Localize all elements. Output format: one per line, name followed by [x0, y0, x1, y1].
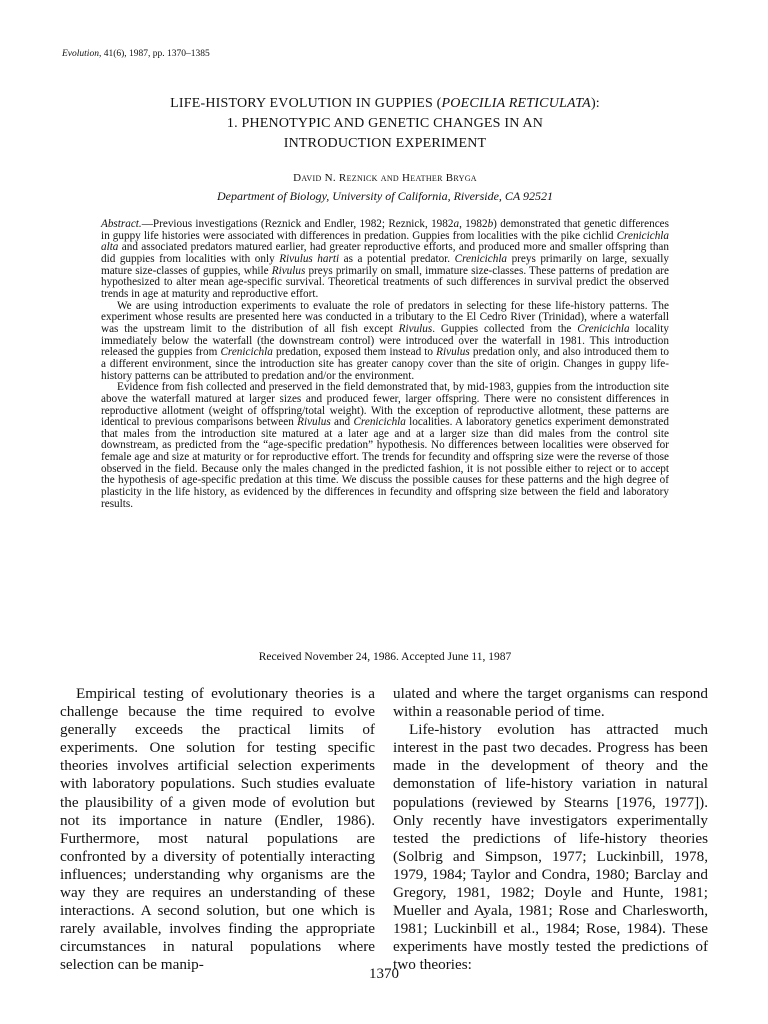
- body-paragraph: Life-history evolution has attracted much interest in the past two decades. Progress has been made in the development of theory and the demonstation of life-history variation in natural populations (reviewed by Stearns [1976, 1977]). Only recently have investigators experimentally tested the predictions of life-history theories (Solbrig and Simpson, 1977; Luckinbill, 1978, 1979, 1984; Taylor and Condra, 1980; Barclay and Gregory, 1981, 1982; Doyle and Hunte, 1981; Mueller and Ayala, 1981; Rose and Charlesworth, 1981; Luckinbill et al., 1984; Rose, 1984). These experiments have mostly tested the predictions of two theories:: [393, 721, 708, 974]
- body-column-left: [60, 685, 375, 975]
- article-title: [60, 94, 710, 154]
- abstract-paragraph-3: Evidence from fish collected and preserved in the field demonstrated that, by mid-1983, guppies from the introduction site above the waterfall matured at larger sizes and produced fewer, larger offspring. There were no consistent differences in reproductive allotment (weight of offspring/total weight). With the exception of reproductive allotment, these patterns are identical to previous comparisons between Rivulus and Crenicichla localities. A laboratory genetics experiment demonstrated that males from the introduction site matured at a later age and at a larger size than did males from the control site downstream, as predicted from the “age-specific predation” hypothesis. No differences between localities were observed for female age and size at maturity or for reproductive effort. The trends for fecundity and offspring size were the reverse of those observed in the field. Because only the males changed in the predicted fashion, it is not possible either to reject or to accept the hypothesis of age-specific predation at this time. We discuss the possible causes for these patterns and the high degree of plasticity in the life history, as evidenced by the differences in fecundity and offspring size between the field and laboratory results.: [101, 381, 669, 510]
- body-column-right: [393, 685, 708, 975]
- abstract-paragraph-2: We are using introduction experiments to evaluate the role of predators in selecting for these life-history patterns. The experiment whose results are presented here was conducted in a tributary to the El Cedro River (Trinidad), where a waterfall was the upstream limit to the distribution of all fish except Rivulus. Guppies collected from the Crenicichla locality immediately below the waterfall (the downstream control) were introduced over the waterfall in 1981. This introduction released the guppies from Crenicichla predation, exposed them instead to Rivulus predation only, and also introduced them to a different environment, since the introduction site has greater canopy cover than the site of origin. Changes in guppy life-history patterns can be attributed to predation and/or the environment.: [101, 299, 669, 382]
- author-names: David N. Reznick and Heather Bryga: [293, 172, 477, 184]
- author-affiliation: Department of Biology, University of California, Riverside, CA 92521: [216, 189, 554, 203]
- title-line-1: LIFE-HISTORY EVOLUTION IN GUPPIES (POECILIA RETICULATA):: [170, 96, 600, 111]
- body-paragraph-continued: ulated and where the target organisms can respond within a reasonable period of time.: [393, 685, 708, 721]
- abstract: [101, 219, 669, 510]
- journal-name: Evolution,: [62, 49, 102, 59]
- abstract-paragraph-1: Abstract.—Previous investigations (Reznick and Endler, 1982; Reznick, 1982a, 1982b) demonstrated that genetic differences in guppy life histories were associated with differences in predation. Guppies from localities with the pike cichlid Crenicichla alta and associated predators matured earlier, had greater reproductive efforts, and produced more and smaller offspring than did guppies from localities with only Rivulus harti as a potential predator. Crenicichla preys primarily on large, sexually mature size-classes of guppies, while Rivulus preys primarily on small, immature size-classes. These patterns of predation are hypothesized to alter mean age-specific survival. Theoretical treatments of such differences in survival predict the observed trends in age at maturity and reproductive effort.: [101, 218, 669, 300]
- abstract-label: Abstract.: [101, 218, 142, 230]
- journal-citation: [62, 49, 210, 59]
- body-paragraph: Empirical testing of evolutionary theories is a challenge because the time required to evolve generally exceeds the practical limits of experiments. One solution for testing specific theories involves artificial selection experiments with laboratory populations. Such studies evaluate the plausibility of a given mode of evolution but not its importance in nature (Endler, 1986). Furthermore, most natural populations are confronted by a diversity of potentially interacting influences; understanding why organisms are the way they are requires an understanding of these interactions. A second solution, but one which is rarely available, involves finding the appropriate circumstances in natural populations where selection can be manip-: [60, 685, 375, 974]
- title-species: POECILIA RETICULATA: [441, 96, 591, 111]
- title-line-2: 1. PHENOTYPIC AND GENETIC CHANGES IN AN: [226, 116, 544, 131]
- journal-volume: 41(6), 1987, pp. 1370–1385: [103, 49, 210, 59]
- page-number: 1370: [369, 966, 399, 982]
- received-accepted-dates: Received November 24, 1986. Accepted June 11, 1987: [258, 651, 512, 663]
- title-line-3: INTRODUCTION EXPERIMENT: [283, 136, 487, 151]
